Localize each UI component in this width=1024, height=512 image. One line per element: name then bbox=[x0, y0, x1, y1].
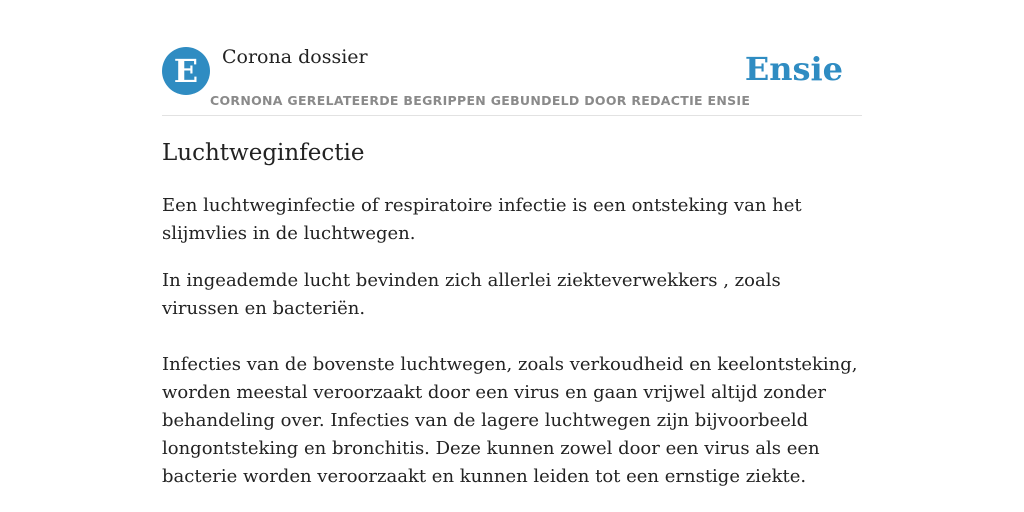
article-title: Luchtweginfectie bbox=[162, 140, 365, 166]
article-paragraph: Infecties van de bovenste luchtwegen, zoals verkoudheid en keelontsteking, worden meestal veroorzaakt door een virus en gaan vrijwel altijd zonder behandeling over. Infecties van de lagere luchtwegen zijn bijvoorbeeld longontsteking en bronchitis. Deze kunnen zowel door een virus als een bacterie worden veroorzaakt en kunnen leiden tot een ernstige ziekte. bbox=[162, 354, 858, 487]
dossier-title[interactable]: Corona dossier bbox=[222, 46, 368, 68]
article-paragraph: In ingeademde lucht bevinden zich allerlei ziekteverwekkers , zoals virussen en bacteriën. bbox=[162, 270, 781, 319]
dossier-subtitle: CORNONA GERELATEERDE BEGRIPPEN GEBUNDELD DOOR REDACTIE ENSIE bbox=[210, 93, 751, 108]
brand-logo[interactable]: Ensie bbox=[744, 50, 843, 88]
header-divider bbox=[162, 115, 862, 116]
ensie-logo-icon[interactable]: E bbox=[162, 47, 210, 95]
article-paragraph: Een luchtweginfectie of respiratoire infectie is een ontsteking van het slijmvlies in de luchtwegen. bbox=[162, 195, 802, 244]
